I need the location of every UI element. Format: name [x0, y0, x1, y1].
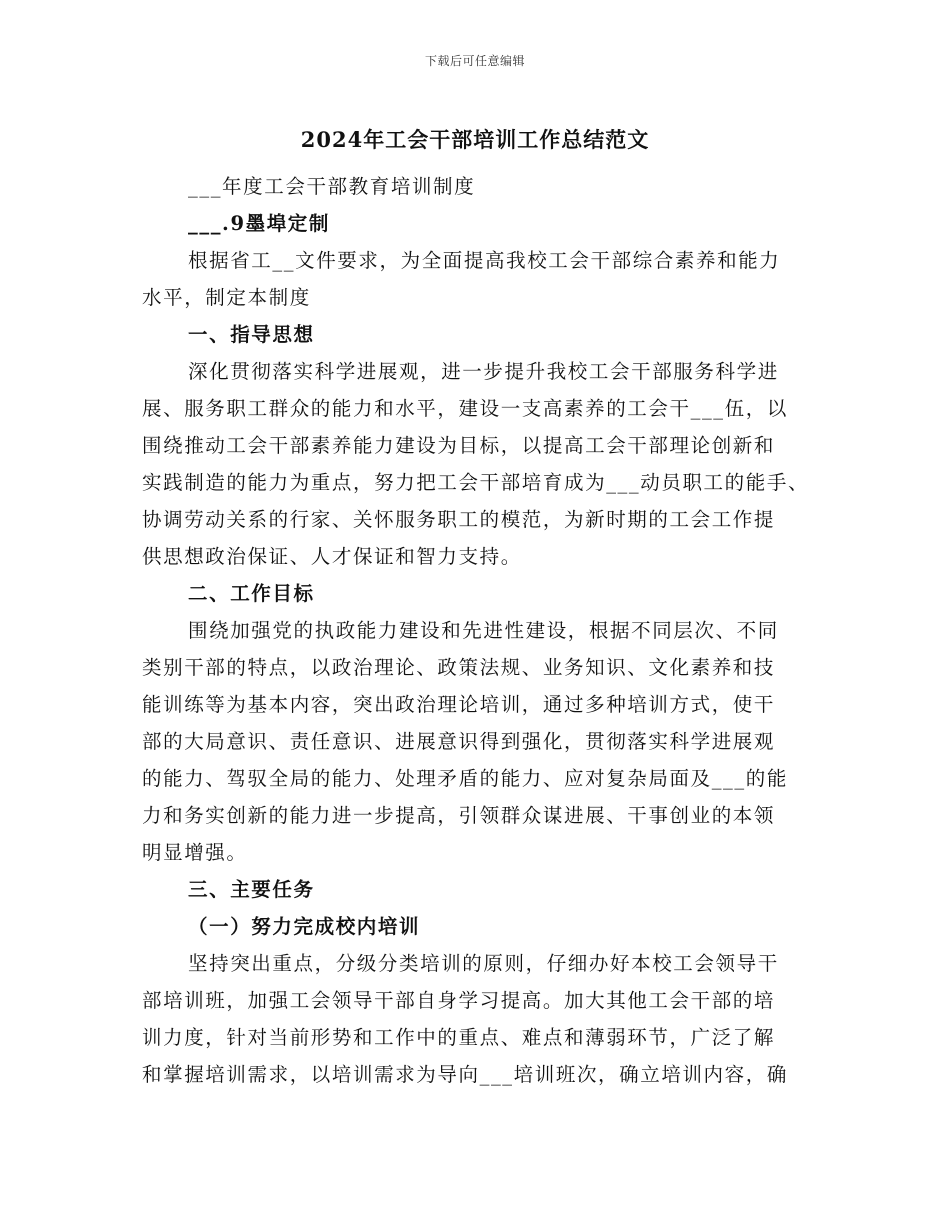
- section-heading-line: （一）努力完成校内培训: [188, 915, 421, 938]
- section-heading-line: ___.9墨埠定制: [188, 212, 331, 235]
- body-text-line: 部的大局意识、责任意识、进展意识得到强化，贯彻落实科学进展观: [142, 730, 776, 753]
- section-heading-line: 二、工作目标: [188, 582, 315, 605]
- body-text-line: 和掌握培训需求，以培训需求为导向___培训班次，确立培训内容，确: [142, 1063, 788, 1086]
- body-text-line: 能训练等为基本内容，突出政治理论培训，通过多种培训方式，使干: [142, 693, 776, 716]
- body-text-line: 展、服务职工群众的能力和水平，建设一支高素养的工会干___伍，以: [142, 397, 788, 420]
- section-heading-line: 三、主要任务: [188, 878, 315, 901]
- body-text-line: 类别干部的特点，以政治理论、政策法规、业务知识、文化素养和技: [142, 656, 776, 679]
- body-text-line: 供思想政治保证、人才保证和智力支持。: [142, 545, 522, 568]
- body-text-line: 水平，制定本制度: [142, 286, 311, 309]
- body-text-line: 根据省工__文件要求，为全面提高我校工会干部综合素养和能力: [188, 249, 781, 272]
- body-text-line: 实践制造的能力为重点，努力把工会干部培育成为___动员职工的能手、: [142, 471, 810, 494]
- body-text-line: 协调劳动关系的行家、关怀服务职工的模范，为新时期的工会工作提: [142, 508, 776, 531]
- body-text-line: 部培训班，加强工会领导干部自身学习提高。加大其他工会干部的培: [142, 989, 776, 1012]
- body-text-line: 明显增强。: [142, 841, 248, 864]
- body-text-line: 力和务实创新的能力进一步提高，引领群众谋进展、干事创业的本领: [142, 804, 776, 827]
- body-text-line: 坚持突出重点，分级分类培训的原则，仔细办好本校工会领导干: [188, 952, 779, 975]
- body-text-line: 围绕加强党的执政能力建设和先进性建设，根据不同层次、不同: [188, 619, 779, 642]
- body-text-line: 训力度，针对当前形势和工作中的重点、难点和薄弱环节，广泛了解: [142, 1026, 776, 1049]
- document-title: 2024年工会干部培训工作总结范文: [300, 127, 650, 152]
- body-text-line: ___年度工会干部教育培训制度: [188, 175, 476, 198]
- body-text-line: 围绕推动工会干部素养能力建设为目标，以提高工会干部理论创新和: [142, 434, 776, 457]
- header-note: 下载后可任意编辑: [424, 54, 525, 68]
- section-heading-line: 一、指导思想: [188, 323, 315, 346]
- body-text-line: 的能力、驾驭全局的能力、处理矛盾的能力、应对复杂局面及___的能: [142, 767, 788, 790]
- document-body: [142, 168, 810, 1093]
- body-text-line: 深化贯彻落实科学进展观，进一步提升我校工会干部服务科学进: [188, 360, 779, 383]
